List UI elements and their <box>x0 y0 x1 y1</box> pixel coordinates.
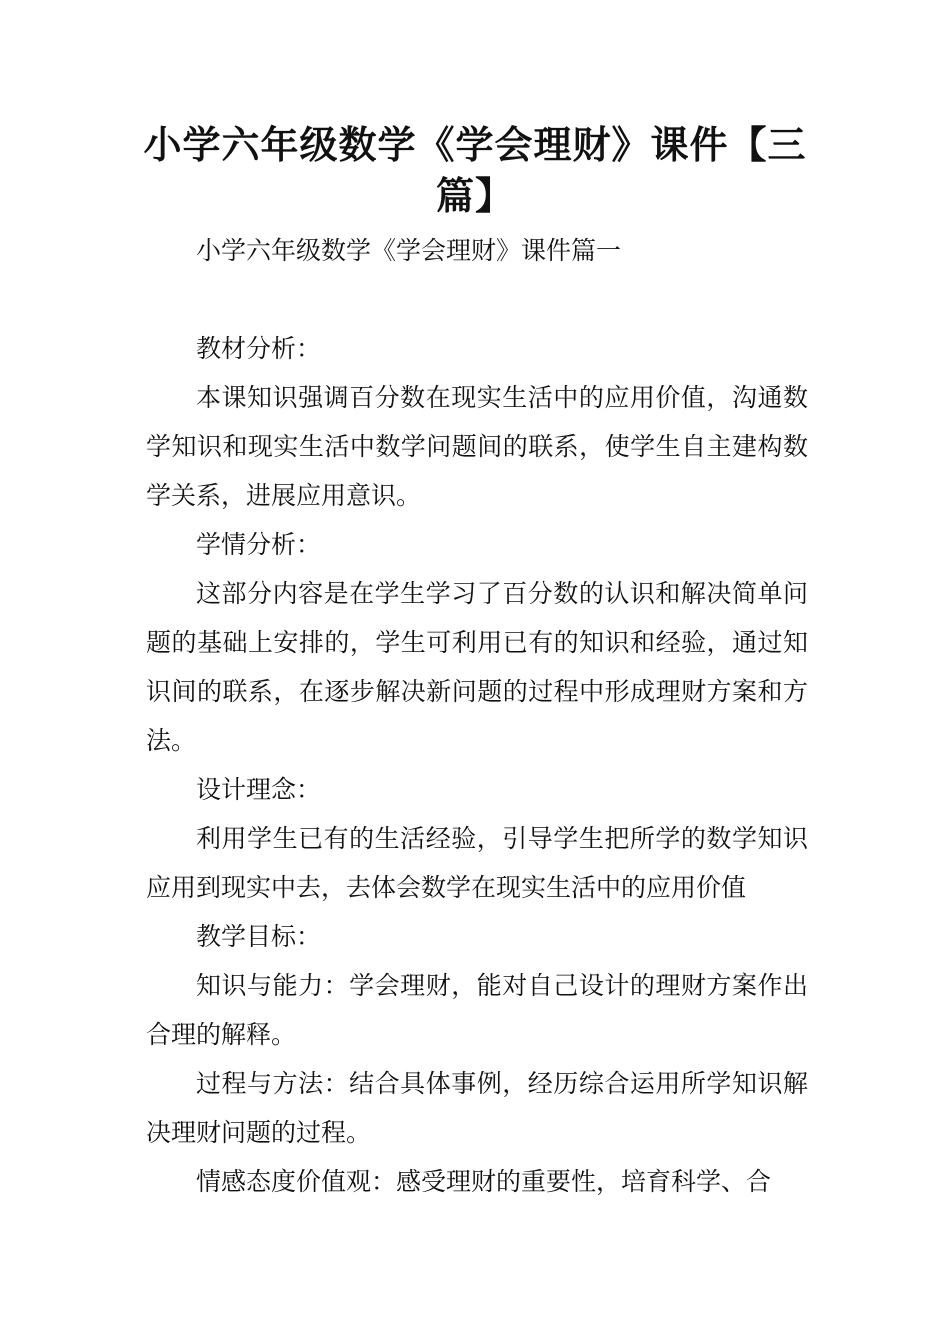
document-title: 小学六年级数学《学会理财》课件【三篇】 <box>143 123 807 218</box>
blank-line <box>146 275 808 324</box>
heading-student-analysis: 学情分析： <box>196 530 322 559</box>
paragraph-goal-attitude: 情感态度价值观：感受理财的重要性，培育科学、合 <box>196 1167 772 1196</box>
paragraph-design-concept: 利用学生已有的生活经验，引导学生把所学的数学知识应用到现实中去，去体会数学在现实生活中的应用价值 <box>146 824 808 902</box>
paragraph-textbook-analysis: 本课知识强调百分数在现实生活中的应用价值，沟通数学知识和现实生活中数学问题间的联系，使学生自主建构数学关系，进展应用意识。 <box>146 383 808 510</box>
heading-design-concept: 设计理念： <box>196 775 322 804</box>
document-body <box>146 226 808 1206</box>
section-subtitle: 小学六年级数学《学会理财》课件篇一 <box>196 236 622 265</box>
heading-textbook-analysis: 教材分析： <box>196 334 322 363</box>
paragraph-goal-knowledge: 知识与能力：学会理财，能对自己设计的理财方案作出合理的解释。 <box>146 971 808 1049</box>
heading-teaching-goals: 教学目标： <box>196 922 322 951</box>
paragraph-goal-process: 过程与方法：结合具体事例，经历综合运用所学知识解决理财问题的过程。 <box>146 1069 808 1147</box>
paragraph-student-analysis: 这部分内容是在学生学习了百分数的认识和解决简单问题的基础上安排的，学生可利用已有的知识和经验，通过知识间的联系，在逐步解决新问题的过程中形成理财方案和方法。 <box>146 579 808 755</box>
